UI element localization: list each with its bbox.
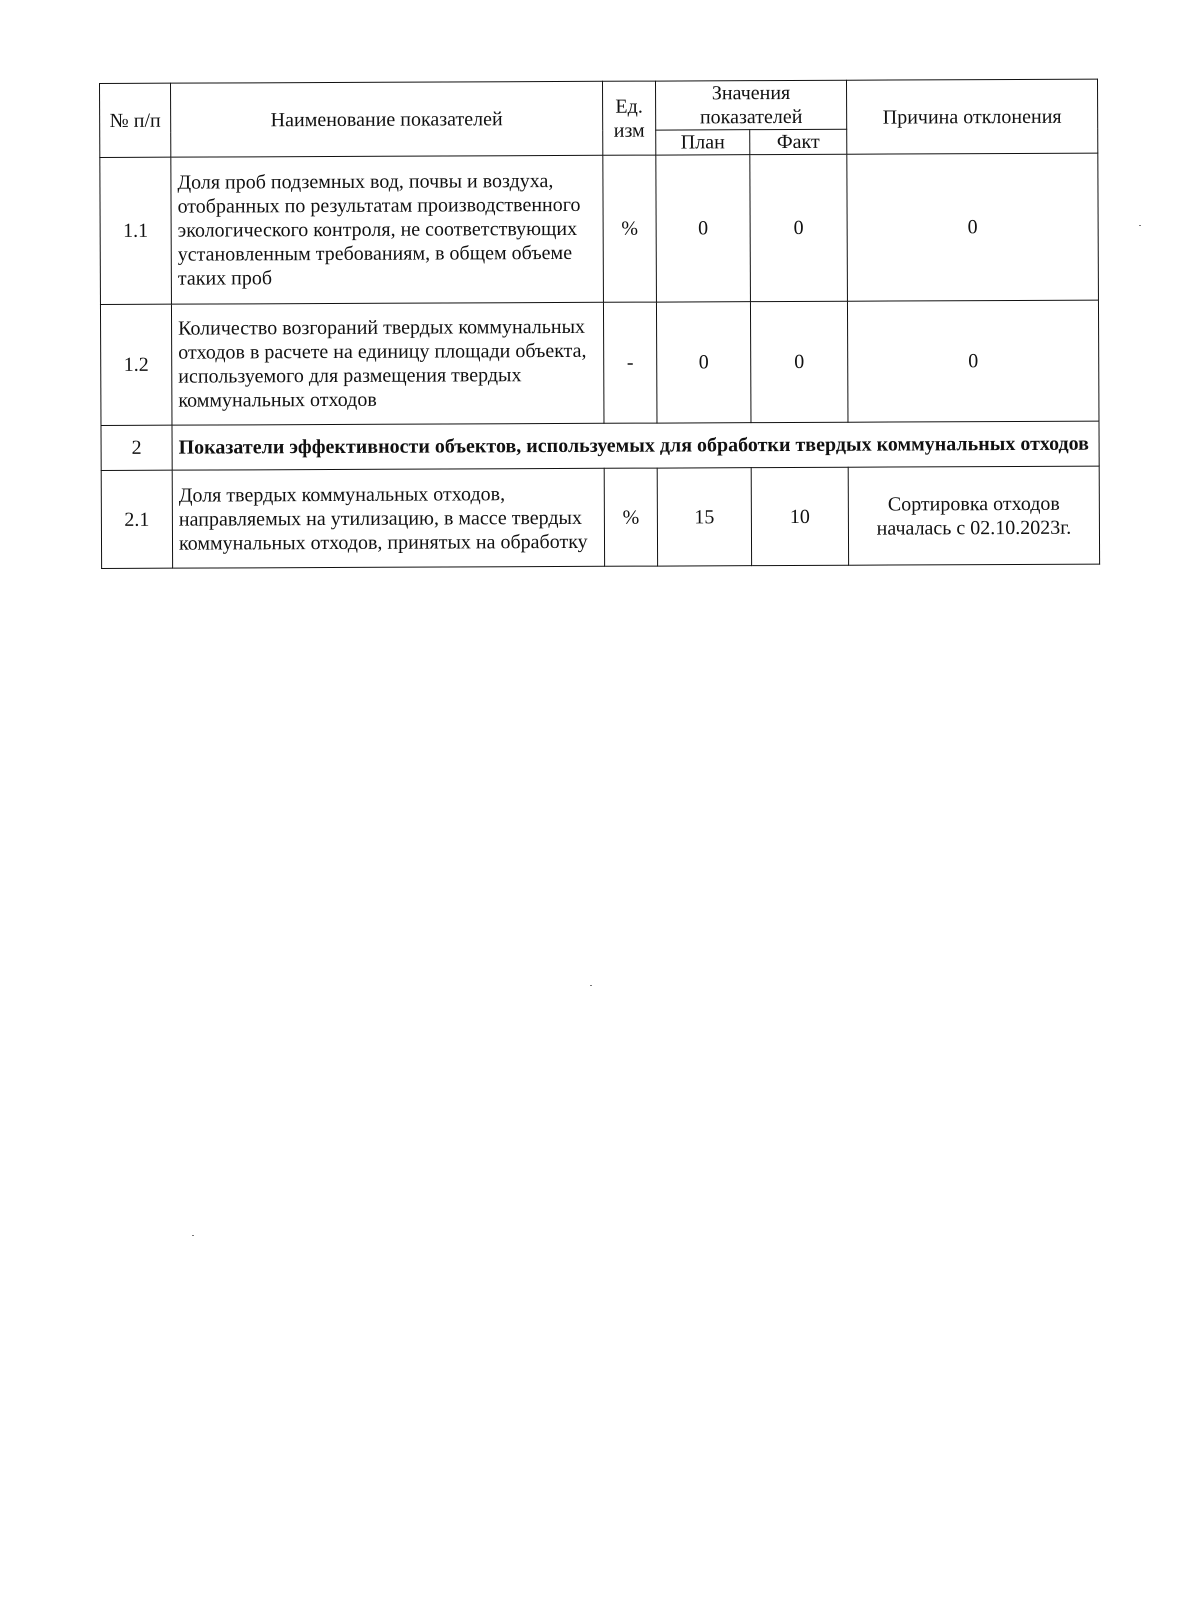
row-unit: -: [603, 302, 657, 423]
row-unit: %: [604, 468, 657, 566]
row-plan: 0: [656, 302, 751, 423]
row-fact: 10: [751, 467, 848, 565]
scan-speck: [590, 985, 592, 986]
table-row: [101, 466, 1099, 568]
indicators-table: [99, 79, 1100, 569]
row-fact: 0: [750, 301, 848, 422]
scan-speck: [192, 1235, 194, 1236]
header-unit: Ед. изм: [602, 81, 655, 155]
header-plan: План: [656, 130, 750, 155]
section-title: Показатели эффективности объектов, используемых для обработки твердых коммунальных отходов: [172, 421, 1099, 470]
row-reason: 0: [847, 153, 1099, 301]
row-name: Доля твердых коммунальных отходов, направляемых на утилизацию, в массе твердых коммунальных отходов, принятых на обработку: [172, 468, 604, 568]
row-name: Доля проб подземных вод, почвы и воздуха, отобранных по результатам производственного экологического контроля, не соответствующих установленным требованиям, в общем объеме таких проб: [171, 155, 604, 304]
row-plan: 0: [656, 155, 751, 302]
row-num: 1.1: [100, 157, 172, 304]
row-fact: 0: [750, 154, 848, 301]
section-row: [101, 421, 1099, 470]
header-fact: Факт: [750, 129, 847, 154]
header-num: № п/п: [100, 83, 171, 157]
header-name: Наименование показателей: [171, 81, 603, 157]
row-unit: %: [603, 155, 657, 302]
row-plan: 15: [657, 468, 751, 566]
table-row: [100, 300, 1099, 425]
row-reason: Сортировка отходов началась с 02.10.2023г.: [848, 466, 1099, 565]
scan-speck: [1139, 225, 1141, 226]
header-reason: Причина отклонения: [846, 79, 1097, 154]
table-row: [100, 153, 1099, 304]
section-num: 2: [101, 425, 172, 470]
header-row: [100, 79, 1098, 132]
row-name: Количество возгораний твердых коммунальных отходов в расчете на единицу площади объекта, используемого для размещения твердых коммунальных отходов: [171, 302, 604, 425]
row-num: 1.2: [100, 304, 172, 425]
row-num: 2.1: [101, 470, 172, 568]
row-reason: 0: [847, 300, 1099, 422]
header-values: Значения показателей: [655, 80, 846, 130]
